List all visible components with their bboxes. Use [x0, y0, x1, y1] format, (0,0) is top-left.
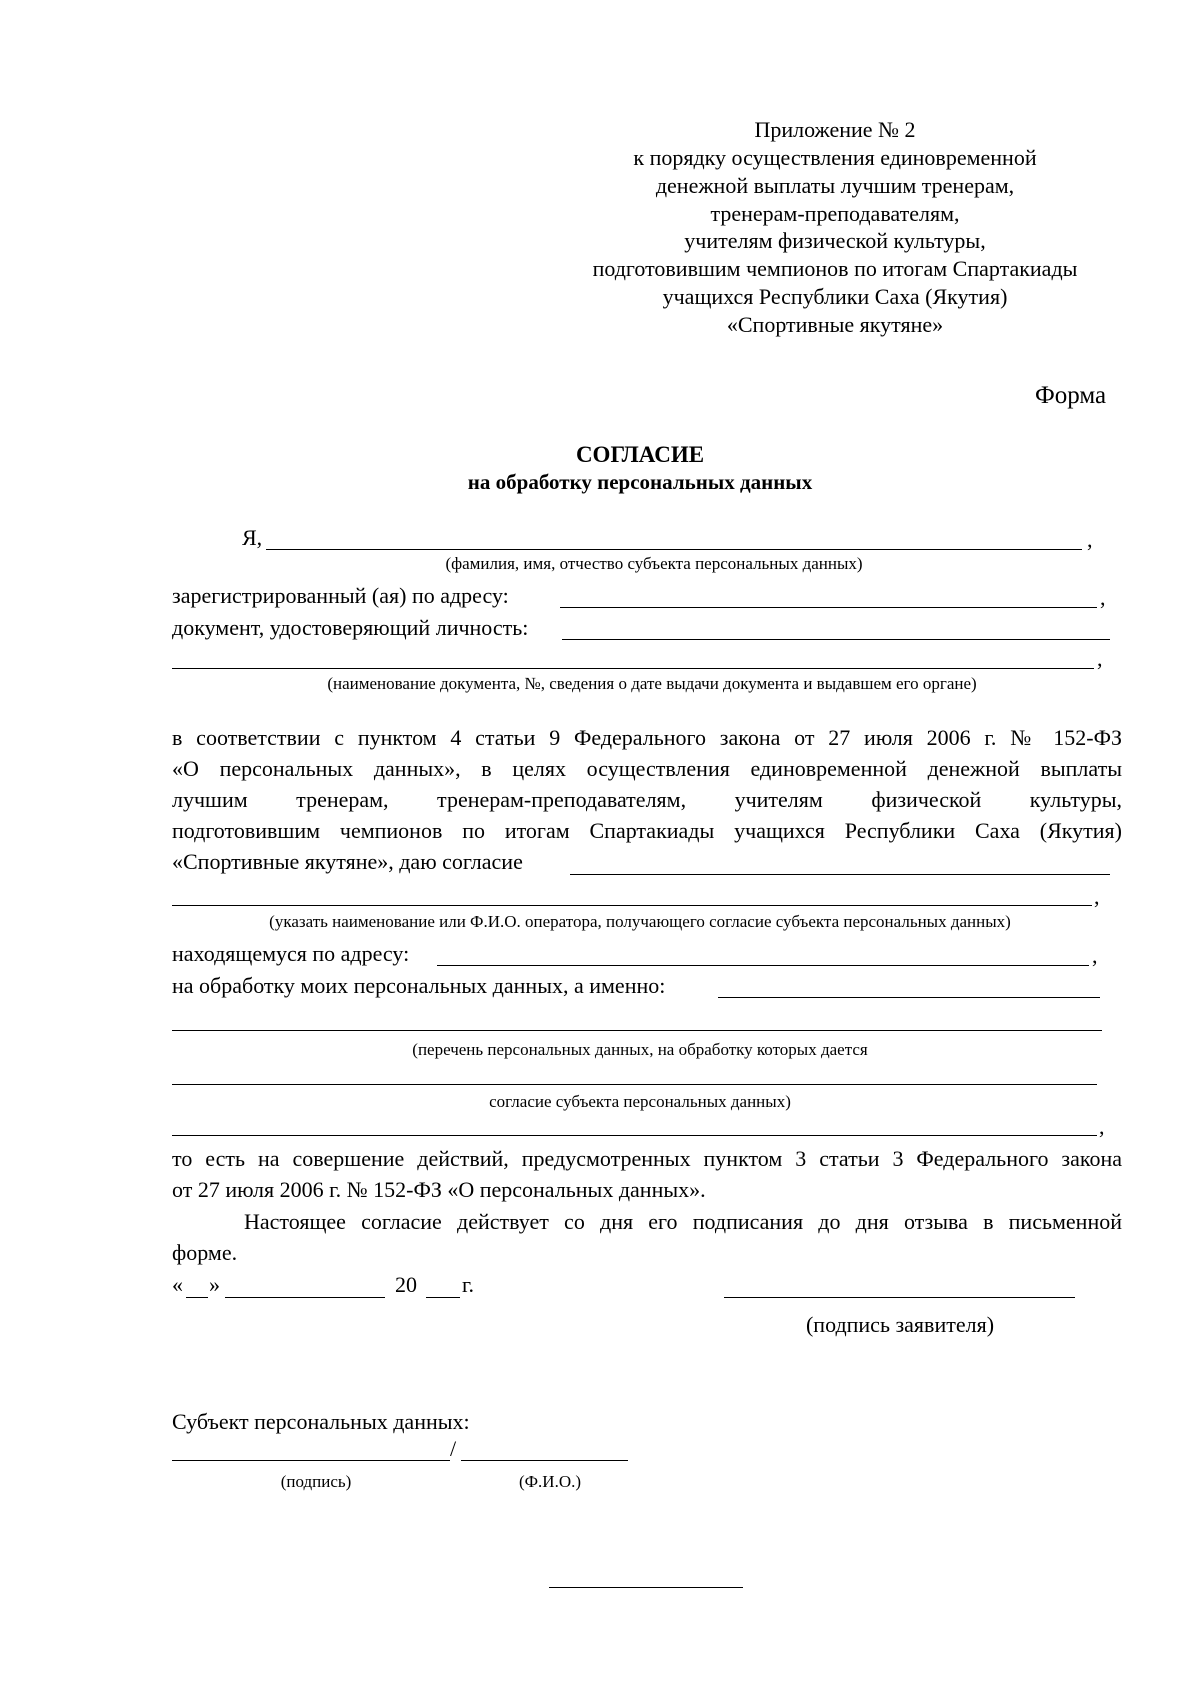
- appendix-line: Приложение № 2: [754, 117, 916, 142]
- form-label: Форма: [1035, 382, 1107, 409]
- paragraph-line: лучшим тренерам, тренерам-преподавателям, учителям физической культуры,: [172, 787, 1122, 812]
- appendix-line: подготовившим чемпионов по итогам Спартакиады: [592, 256, 1078, 281]
- operator-address-line[interactable]: [437, 965, 1089, 966]
- date-open-quote: «: [172, 1272, 183, 1297]
- subject-fio-line[interactable]: [461, 1460, 628, 1461]
- subject-sign-caption: (подпись): [280, 1472, 352, 1491]
- doc-details-line[interactable]: [172, 668, 1094, 669]
- applicant-signature-caption: (подпись заявителя): [805, 1312, 995, 1337]
- subject-label: Субъект персональных данных:: [172, 1409, 470, 1434]
- date-close-quote: »: [209, 1272, 220, 1297]
- list-caption-2: согласие субъекта персональных данных): [489, 1092, 791, 1111]
- date-year-suffix: г.: [462, 1272, 475, 1297]
- comma: ,: [1097, 646, 1103, 671]
- subject-fio-caption: (Ф.И.О.): [518, 1472, 582, 1491]
- paragraph-line: «Спортивные якутяне», даю согласие: [172, 849, 523, 874]
- appendix-line: «Спортивные якутяне»: [726, 312, 944, 337]
- processing-field-line[interactable]: [718, 997, 1100, 998]
- comma: ,: [1087, 527, 1093, 552]
- appendix-line: денежной выплаты лучшим тренерам,: [655, 173, 1015, 198]
- paragraph-line: подготовившим чемпионов по итогам Спартакиады учащихся Республики Саха (Якутия): [172, 818, 1122, 843]
- paragraph-line: от 27 июля 2006 г. № 152-ФЗ «О персональных данных».: [172, 1177, 706, 1202]
- paragraph-line: в соответствии с пунктом 4 статьи 9 Федерального закона от 27 июля 2006 г. № 152-ФЗ: [172, 725, 1122, 750]
- list-line-2[interactable]: [172, 1084, 1097, 1085]
- list-line-1[interactable]: [172, 1030, 1102, 1031]
- operator-field-line[interactable]: [570, 874, 1110, 875]
- doc-label: документ, удостоверяющий личность:: [172, 615, 529, 640]
- list-line-3[interactable]: [172, 1135, 1097, 1136]
- date-day-line[interactable]: [186, 1297, 208, 1298]
- appendix-line: учителям физической культуры,: [684, 228, 986, 253]
- operator-address-label: находящемуся по адресу:: [172, 941, 410, 966]
- bottom-divider: [549, 1587, 743, 1588]
- operator-name-line[interactable]: [172, 905, 1092, 906]
- appendix-line: учащихся Республики Саха (Якутия): [662, 284, 1008, 309]
- i-prefix: Я,: [242, 525, 263, 550]
- doc-field-line[interactable]: [562, 639, 1110, 640]
- subject-slash: /: [450, 1436, 457, 1461]
- doc-caption: (наименование документа, №, сведения о дате выдачи документа и выдавшем его органе): [327, 674, 977, 693]
- paragraph-line: Настоящее согласие действует со дня его подписания до дня отзыва в письменной: [244, 1209, 1122, 1234]
- fio-caption: (фамилия, имя, отчество субъекта персональных данных): [445, 554, 863, 573]
- paragraph-line: то есть на совершение действий, предусмотренных пунктом 3 статьи 3 Федерального закона: [172, 1146, 1122, 1171]
- comma: ,: [1100, 585, 1106, 610]
- list-caption-1: (перечень персональных данных, на обработку которых дается: [412, 1040, 868, 1059]
- operator-caption: (указать наименование или Ф.И.О. оператора, получающего согласие субъекта персональных данных): [269, 912, 1011, 931]
- paragraph-line: форме.: [172, 1240, 238, 1265]
- subject-signature-line[interactable]: [172, 1460, 450, 1461]
- date-year-prefix: 20: [395, 1272, 417, 1297]
- paragraph-line: «О персональных данных», в целях осуществления единовременной денежной выплаты: [172, 756, 1122, 781]
- document-title: СОГЛАСИЕ: [575, 442, 705, 467]
- address-field-line[interactable]: [560, 607, 1097, 608]
- document-subtitle: на обработку персональных данных: [467, 470, 813, 494]
- fio-field-line[interactable]: [266, 549, 1082, 550]
- comma: ,: [1094, 884, 1100, 909]
- date-year-line[interactable]: [426, 1297, 460, 1298]
- date-month-line[interactable]: [225, 1297, 385, 1298]
- appendix-line: к порядку осуществления единовременной: [633, 145, 1037, 170]
- address-label: зарегистрированный (ая) по адресу:: [172, 583, 509, 608]
- processing-label: на обработку моих персональных данных, а именно:: [172, 973, 666, 998]
- appendix-line: тренерам-преподавателям,: [710, 201, 960, 226]
- applicant-signature-line[interactable]: [724, 1297, 1075, 1298]
- comma: ,: [1092, 943, 1098, 968]
- comma: ,: [1099, 1114, 1105, 1139]
